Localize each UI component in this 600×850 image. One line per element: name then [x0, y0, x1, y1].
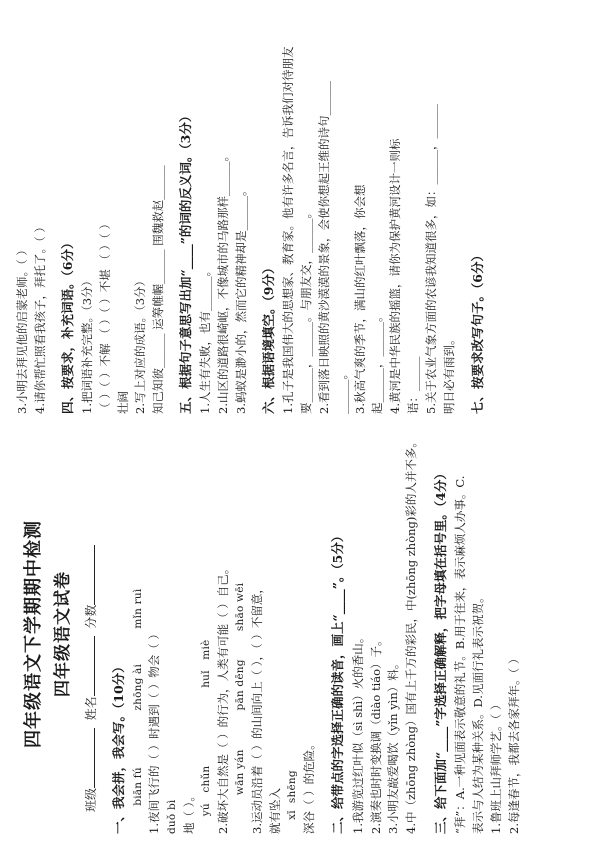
- pinyin-line: biān fú zhōng ài mǐn ruì: [132, 588, 145, 834]
- section-5-heading: 五、根据句子意思写出加“____”的词的反义词。（3分）: [178, 109, 194, 414]
- question-line: 2.看到落日映照的黄沙漠漠的景象，会使你想起王维的诗句______: [316, 81, 331, 414]
- student-info: [82, 434, 101, 812]
- question-line: 3.小明友敲爱喝饮（yǐn yìn）料。: [386, 657, 401, 834]
- score-blank[interactable]: [82, 545, 95, 605]
- name-label: 姓名: [84, 696, 99, 721]
- question-line: （ ）（ ）不解 （ ）（ ）不堪 （ ）（ ）: [97, 218, 112, 414]
- question-line: 深谷（ ）的危险。: [301, 738, 316, 834]
- question-line: 1.孔子是我国伟大的思想家、教育家。他有许多名言，告诉我们对待朋友: [281, 46, 296, 414]
- section-1-heading: 一、我会拼，我会写。（10分）: [110, 660, 126, 834]
- question-line: 2.写上对应的成语。（3分）: [133, 274, 148, 414]
- question-line: 1.夜间飞行的（ ）时遇到（ ）物会（ ）: [147, 628, 162, 834]
- right-column: [14, 14, 586, 414]
- section-6-heading: 六、根据语境填空。（9分）: [260, 261, 276, 414]
- question-line: 4.请你帮忙照看我孩子，拜托了。（ ）: [32, 221, 47, 414]
- section-4-heading: 四、按要求，补充词语。（6分）: [59, 236, 75, 414]
- question-line: ______。: [334, 368, 349, 414]
- left-column: [14, 434, 586, 834]
- question-line: 1.人生有失败，也有______。: [198, 265, 213, 414]
- question-line: 1.我游览过红叶似（sì shì）火的香山。: [350, 631, 365, 834]
- question-line: 2.演奏也时时变换调（diào tiáo）子。: [368, 634, 383, 834]
- pinyin-line: wān yán pān dēng shāo wēi: [234, 582, 247, 834]
- question-line: 知己知彼______ 运筹帷幄______ 围魏救赵______: [151, 165, 166, 414]
- question-line: 语：______: [405, 356, 420, 414]
- question-line: 地（ ）。: [181, 790, 196, 834]
- section-2-heading: 二、给带点的字选择正确的读音，画上“____”。（5分）: [330, 529, 346, 834]
- pinyin-line: xī shēng: [286, 770, 299, 834]
- question-line: 2.每逢春节，我都去各家拜年。（ ）: [506, 652, 521, 834]
- question-line: 2.破坏大自然是（ ）的行为，人类有可能（ ）自己。: [215, 562, 230, 834]
- question-line: “拜”：A.一种见面表示敬意的礼节。B.用于往来，表示麻烦人办事。C.: [453, 475, 468, 834]
- question-line: 3.运动员沿着（ ）的山间向上（ ），（ ）不留意，: [249, 582, 264, 834]
- pinyin-line: duǒ bì: [166, 799, 179, 834]
- question-line: 5.关于农业气象方面的农谚我知道很多，如：______，______: [423, 104, 438, 414]
- question-line: 3.小明去拜见他的启蒙老师。（ ）: [15, 244, 29, 414]
- question-line: 壮阔: [115, 391, 130, 414]
- section-3-heading: 三、给下面加“____”字选择正确解释，把字母填在括号里。（4分）: [433, 467, 449, 834]
- question-line: 3.秋高气爽的季节，满山的红叶飘落，你会想: [352, 184, 367, 414]
- question-line: 起______，______。: [370, 310, 385, 414]
- question-line: 2.山区的道路很崎岖，不像城市的马路那样______。: [216, 150, 231, 414]
- question-line: 明日必有雨到。: [441, 333, 456, 414]
- page-title: 四年级语文下学期期中检测: [23, 520, 44, 748]
- section-7-heading: 七、按要求改写句子。（6分）: [470, 249, 486, 414]
- question-line: 要______，______。与朋友交，______。: [299, 207, 314, 414]
- question-line: 4.中（zhōng zhòng）国有上千万的彩民，中(zhōng zhòng)彩的人并不多。: [404, 436, 419, 834]
- page-subtitle: 四年级语文试卷: [52, 571, 73, 697]
- question-line: 表示与人结为某种关系。D.见面行礼表示祝贺。: [471, 591, 486, 834]
- question-line: 1.把词语补充完整。（3分）: [80, 274, 94, 414]
- question-line: 3.蚂蚁是渺小的，然而它的精神却是______。: [234, 184, 249, 414]
- name-blank[interactable]: [82, 636, 95, 696]
- question-line: 1.鲁班上山拜师学艺。（ ）: [489, 698, 504, 834]
- pinyin-line: yú chǔn huǐ miè: [200, 639, 213, 834]
- class-blank[interactable]: [82, 728, 95, 788]
- class-label: 班级: [84, 787, 99, 812]
- question-line: 4.黄河是中华民族的摇篮，请你为保护黄河设计一则标: [388, 138, 403, 414]
- score-label: 分数: [84, 604, 99, 629]
- question-line: 就有坠入: [267, 788, 282, 834]
